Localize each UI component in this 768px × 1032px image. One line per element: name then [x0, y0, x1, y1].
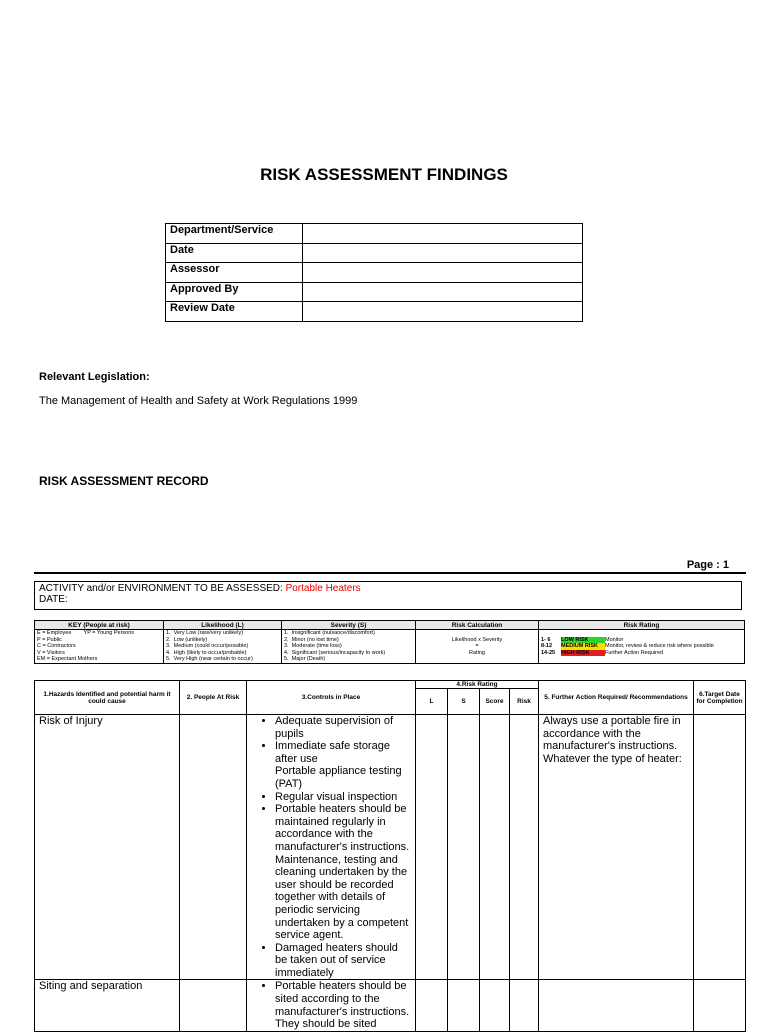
info-row [166, 243, 583, 263]
legislation-text: The Management of Health and Safety at Work Regulations 1999 [39, 395, 358, 407]
key-severity-item: 5. Major (Death) [284, 656, 326, 662]
people-cell[interactable] [180, 715, 247, 980]
key-likelihood-item: 4. High (likely to occur/probable) [166, 649, 247, 656]
key-likelihood-item: 1. Very Low (rare/very unlikely) [166, 630, 244, 636]
header-people: 2. People At Risk [180, 681, 247, 715]
controls-list [249, 715, 413, 979]
l-cell[interactable] [416, 715, 448, 980]
key-likelihood-item: 5. Very High (near certain to occur) [166, 656, 253, 662]
record-heading: RISK ASSESSMENT RECORD [39, 474, 209, 488]
header-score: Score [480, 689, 510, 715]
rating-label: LOW RISK [561, 637, 605, 644]
control-item: • Portable heaters should be sited according to the manufacturer's instructions. They should be sited [275, 980, 413, 1030]
target-date-cell[interactable] [694, 715, 746, 980]
header-hazards: 1.Hazards Identified and potential harm it could cause [35, 681, 180, 715]
page-title: RISK ASSESSMENT FINDINGS [260, 165, 508, 184]
header-l: L [416, 689, 448, 715]
header-target-date: 6.Target Date for Completion [694, 681, 746, 715]
key-people-list [35, 630, 164, 664]
activity-label: ACTIVITY and/or ENVIRONMENT TO BE ASSESSED: [39, 583, 286, 594]
header-risk: Risk [510, 689, 539, 715]
key-likelihood-item: 3. Medium (could occur/possible) [166, 643, 249, 649]
header-further-action: 5. Further Action Required/ Recommendations [539, 681, 694, 715]
controls-cell [247, 715, 416, 980]
rating-action: Monitor [605, 636, 624, 643]
info-value[interactable] [303, 224, 583, 244]
info-value[interactable] [303, 282, 583, 302]
controls-list [249, 980, 413, 1030]
header-s: S [448, 689, 480, 715]
s-cell[interactable] [448, 715, 480, 980]
key-severity-item: 2. Minor (no lost time) [284, 636, 339, 643]
legislation-heading: Relevant Legislation: [39, 371, 150, 383]
further-action-cell: Always use a portable fire in accordance with the manufacturer's instructions. Whatever the type of heater: [539, 715, 694, 980]
rating-label: HIGH RISK [561, 650, 605, 657]
activity-date-label: DATE: [39, 594, 68, 605]
header-controls: 3.Controls in Place [247, 681, 416, 715]
key-likelihood-item: 2. Low (unlikely) [166, 636, 208, 643]
activity-box [34, 581, 742, 610]
key-header-rating: Risk Rating [539, 621, 745, 630]
page-number: Page : 1 [686, 559, 729, 571]
control-item: Portable appliance testing (PAT) [275, 765, 402, 790]
key-rating-item [541, 650, 742, 657]
divider [34, 572, 746, 574]
key-severity-item: 3. Moderate (time loss) [284, 643, 342, 649]
activity-value: Portable Heaters [285, 583, 361, 594]
info-label: Review Date [166, 302, 303, 322]
rating-action: Monitor, review & reduce risk where possible [605, 643, 714, 649]
info-row [166, 263, 583, 283]
control-item: • Regular visual inspection [275, 791, 413, 804]
rating-label: MEDIUM RISK [561, 643, 605, 650]
key-people-item: C = Contractors [37, 643, 76, 649]
table-row [35, 715, 746, 980]
rating-range: 14-25 [541, 649, 556, 656]
rating-range: 1- 6 [541, 636, 551, 643]
risk-record-table [34, 680, 746, 1032]
info-label: Assessor [166, 263, 303, 283]
key-people-item: V = Visitors [37, 649, 65, 656]
hazard-cell: Risk of Injury [35, 715, 180, 980]
key-rating-list [539, 630, 745, 664]
info-row [166, 224, 583, 244]
info-row [166, 302, 583, 322]
key-severity-list [282, 630, 416, 664]
control-item: • Portable heaters should be maintained regularly in accordance with the manufacturer's instructions. Maintenance, testing and cleaning undertaken by the user should be recorded together with details of periodic servicing undertaken by a competent service agent. [275, 803, 413, 942]
key-calculation [416, 630, 539, 664]
header-risk-rating: 4.Risk Rating [416, 681, 539, 689]
control-item: • Adequate supervision of pupils [275, 715, 413, 740]
key-calculation-line: Likelihood x Severity [451, 636, 503, 643]
info-label: Department/Service [166, 224, 303, 244]
info-value[interactable] [303, 263, 583, 283]
rating-action: Further Action Required [605, 649, 664, 656]
risk-cell[interactable] [510, 715, 539, 980]
key-header-severity: Severity (S) [282, 621, 416, 630]
key-people-item: EM = Expectant Mothers [37, 656, 98, 662]
info-value[interactable] [303, 302, 583, 322]
key-people-item: E = Employee YP = Young Persons [37, 630, 135, 636]
info-row [166, 282, 583, 302]
key-people-item: P = Public [37, 636, 62, 643]
key-calculation-line: = [475, 643, 479, 649]
info-value[interactable] [303, 243, 583, 263]
control-item: • Immediate safe storage after use [275, 740, 413, 765]
assessment-info-table [165, 223, 583, 322]
info-label: Approved By [166, 282, 303, 302]
key-header-calculation: Risk Calculation [416, 621, 539, 630]
key-header-likelihood: Likelihood (L) [164, 621, 282, 630]
key-severity-item: 1. Insignificant (nuisance/discomfort) [284, 630, 375, 636]
score-cell[interactable] [480, 715, 510, 980]
info-label: Date [166, 243, 303, 263]
key-header-people: KEY (People at risk) [35, 621, 164, 630]
rating-range: 8-12 [541, 643, 553, 649]
key-severity-item: 4. Significant (serious/incapacity to work) [284, 649, 386, 656]
hazard-cell: Siting and separation [35, 980, 180, 1031]
control-item: • Damaged heaters should be taken out of service immediately [275, 942, 413, 980]
key-likelihood-list [164, 630, 282, 664]
risk-key-table [34, 620, 745, 664]
key-calculation-line: Rating [469, 649, 485, 656]
